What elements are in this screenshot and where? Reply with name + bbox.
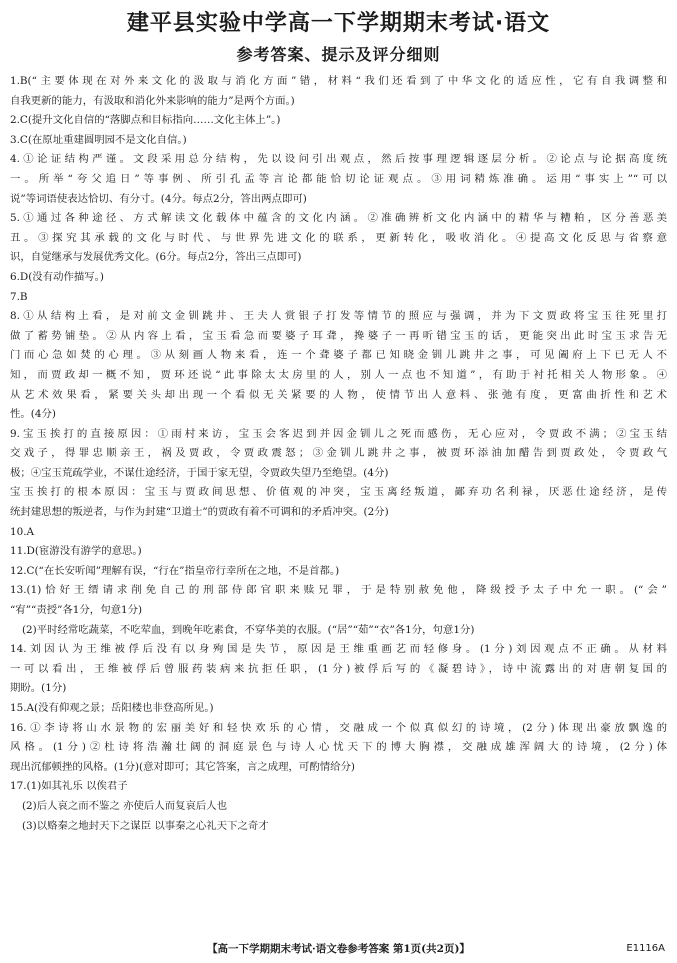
text-line: 3.C(在原址重建圆明园不是文化自信。) <box>10 133 187 146</box>
text-line: “宥”“责授”各1分，句意1分) <box>10 604 143 617</box>
text-line: 17.(1)如其礼乐 以俟君子 <box>10 780 128 793</box>
text-line: 12.C(“在长安听闻”理解有误，“行在”指皇帝行幸所在之地，不是首都。) <box>10 564 340 577</box>
text-line: 说”等词语使表达恰切、有分寸。(4分。每点2分，答出两点即可) <box>10 192 307 205</box>
text-line: 自我更新的能力，有汲取和消化外来影响的能力”是两个方面。) <box>10 94 295 107</box>
document-code: E1116A <box>626 943 665 954</box>
text-line: 识，自觉继承与发展优秀文化。(6分。每点2分，答出三点即可) <box>10 251 302 264</box>
text-line: 现出沉郁顿挫的风格。(1分)(意对即可；其它答案，言之成理，可酌情给分) <box>10 760 355 773</box>
page-title: 建平县实验中学高一下学期期末考试·语文 <box>126 11 551 36</box>
text-line: 15.A(没有仰观之景；岳阳楼也非登高所见。) <box>10 702 214 714</box>
text-line: 交戏子，得罪忠顺亲王，祸及贾政，令贾政震怒；③金钏儿跳井之事，被贾环添油加醋告到贾政处，令贾政气 <box>10 447 667 460</box>
text-line: 7.B <box>10 290 28 303</box>
text-line: 一可以看出，王维被俘后曾服药装病来抗拒任职，(1分)被俘后写的《凝碧诗》，诗中流露出的对唐朝复国的 <box>10 662 667 675</box>
text-line: 10.A <box>10 525 35 538</box>
page-subtitle: 参考答案、提示及评分细则 <box>236 45 441 64</box>
text-line: (2)平时经常吃蔬菜，不吃荤血，到晚年吃素食，不穿华美的衣服。(“居”“茹”“衣”各1分，句意1分) <box>22 623 475 636</box>
footer-label: 【高一下学期期末考试·语文卷参考答案 第1页(共2页)】 <box>207 943 470 955</box>
text-line: 知，而贾政却一概不知，贾环还说“此事除太太房里的人，别人一点也不知道”，有助于衬托相关人物形象。④ <box>10 368 667 381</box>
text-line: 一。所举“夸父追日”等事例、所引孔孟等言论都能恰切论证观点。③用词精炼准确。运用“事实上”“可以 <box>10 172 667 185</box>
text-line: 性。(4分) <box>10 408 56 421</box>
text-line: 13.(1)恰好王缙请求削免自己的刑部侍郎官职来赎兄罪，于是特别赦免他，降级授予太子中允一职。(“会” <box>10 584 667 597</box>
text-line: 做了蓄势铺垫。②从内容上看，宝玉看急而要婆子耳聋，搀婆子一再听错宝玉的话，更能突出此时宝玉求告无 <box>10 329 667 342</box>
text-line: 11.D(宦游没有游学的意思。) <box>10 545 142 558</box>
text-line: 14.刘因认为王维被俘后没有以身殉国是失节，原因是王维重画艺而轻修身。(1分)刘因观点不正确。从材料 <box>10 643 667 656</box>
text-line: 丑。③探究其承载的文化与时代、与世界先进文化的联系，更新转化，吸收消化。④提高文化反思与省察意 <box>10 231 667 244</box>
page-footer <box>0 940 677 958</box>
text-line: 期盼。(1分) <box>10 682 67 695</box>
text-line: 风格。(1分)②杜诗将浩瀚壮阔的洞庭景色与诗人心忧天下的博大胸襟，交融成雄浑阔大的诗境，(2分)体 <box>10 741 667 754</box>
text-line: 统封建思想的叛逆者，与作为封建“卫道士”的贾政有着不可调和的矛盾冲突。(2分) <box>10 506 389 519</box>
text-line: 门而心急如焚的心理。③从刻画人物来看，连一个聋婆子都已知晓金钏儿跳井之事，可见阖府上下已无人不 <box>10 349 667 362</box>
text-line: 极；④宝玉荒疏学业，不谋仕途经济，于国于家无望，令贾政失望乃至绝望。(4分) <box>10 466 389 479</box>
text-line: 9.宝玉挨打的直接原因：①雨村来访，宝玉会客迟到并因金钏儿之死而感伤，无心应对，令贾政不满；②宝玉结 <box>10 427 667 440</box>
text-line: (3)以赂秦之地封天下之谋臣 以事秦之心礼天下之奇才 <box>22 819 269 832</box>
text-line: (2)后人哀之而不鉴之 亦使后人而复哀后人也 <box>22 799 228 812</box>
text-line: 从艺术效果看，紧要关头却出现一个看似无关紧要的人物，使情节出人意料、张弛有度，更富曲折性和艺术 <box>10 388 667 401</box>
text-line: 宝玉挨打的根本原因：宝玉与贾政间思想、价值观的冲突，宝玉离经叛道，鄙弃功名利禄，厌恶仕途经济，是传 <box>10 486 667 499</box>
text-line: 16.①李诗将山水景物的宏丽美好和轻快欢乐的心情，交融成一个似真似幻的诗境，(2分)体现出豪放飘逸的 <box>10 721 667 734</box>
text-line: 1.B(“主要体现在对外来文化的汲取与消化方面”错，材料“我们还看到了中华文化的适应性，它有自我调整和 <box>10 75 667 87</box>
answer-body <box>10 72 667 836</box>
text-line: 2.C(提升文化自信的“落脚点和目标指向……文化主体上”。) <box>10 114 281 127</box>
text-line: 8.①从结构上看，是对前文金钏跳井、王夫人赏银子打发等情节的照应与强调，并为下文贾政将宝玉往死里打 <box>10 310 667 323</box>
text-line: 6.D(没有动作描写。) <box>10 270 104 283</box>
text-line: 5.①通过各种途径、方式解读文化载体中蕴含的文化内涵。②准确辨析文化内涵中的精华与糟粕，区分善恶美 <box>10 212 667 225</box>
text-line: 4.①论证结构严谨。文段采用总分结构，先以设问引出观点，然后按事理逻辑逐层分析。②论点与论据高度统 <box>10 153 667 166</box>
